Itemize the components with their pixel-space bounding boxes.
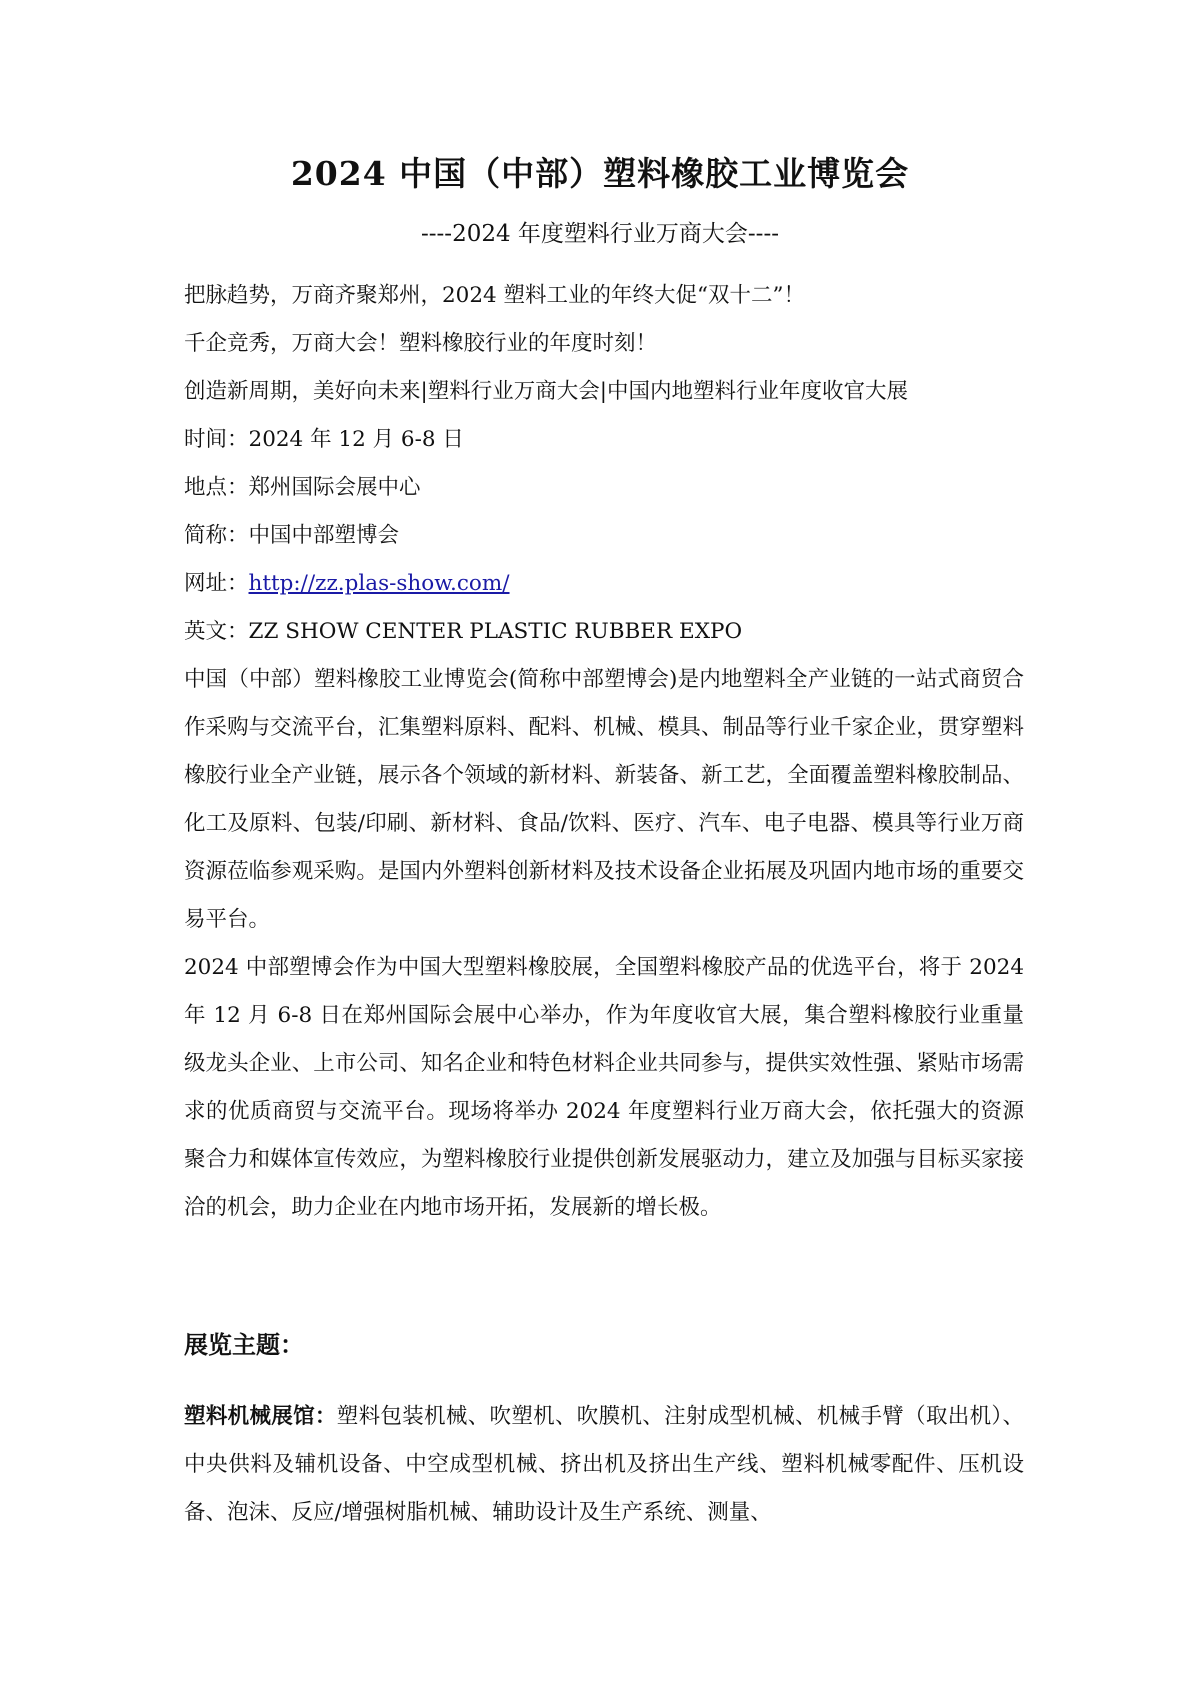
info-short-name [184,512,1024,560]
short-name-label: 简称： [184,523,249,548]
time-label: 时间： [184,427,249,452]
intro-line-1: 把脉趋势，万商齐聚郑州，2024 塑料工业的年终大促“双十二”！ [184,283,806,308]
paragraph-intro: 中国（中部）塑料橡胶工业博览会(简称中部塑博会)是内地塑料全产业链的一站式商贸合作采购与交流平台，汇集塑料原料、配料、机械、模具、制品等行业千家企业，贯穿塑料橡胶行业全产业链，展示各个领域的新材料、新装备、新工艺，全面覆盖塑料橡胶制品、化工及原料、包装/印刷、新材料、食品/饮料、医疗、汽车、电子电器、模具等行业万商资源莅临参观采购。是国内外塑料创新材料及技术设备企业拓展及巩固内地市场的重要交易平台。 [184,667,1024,932]
short-name-value: 中国中部塑博会 [248,523,400,548]
machinery-hall-paragraph [184,1393,1024,1537]
location-label: 地点： [184,475,249,500]
document-body [184,272,1024,1232]
section-title-exhibition-themes: 展览主题： [184,1330,304,1359]
document-title: 2024 中国（中部）塑料橡胶工业博览会 [290,154,910,193]
paragraph-event: 2024 中部塑博会作为中国大型塑料橡胶展，全国塑料橡胶产品的优选平台，将于 2024 年 12 月 6-8 日在郑州国际会展中心举办，作为年度收官大展，集合塑料橡胶行业重量级龙头企业、上市公司、知名企业和特色材料企业共同参与，提供实效性强、紧贴市场需求的优质商贸与交流平台。现场将举办 2024 年度塑料行业万商大会，依托强大的资源聚合力和媒体宣传效应，为塑料橡胶行业提供创新发展驱动力，建立及加强与目标买家接洽的机会，助力企业在内地市场开拓，发展新的增长极。 [184,955,1024,1220]
info-english [184,608,1024,656]
intro-line-2: 千企竞秀，万商大会！塑料橡胶行业的年度时刻！ [184,331,658,356]
info-time [184,416,1024,464]
website-label: 网址： [184,571,249,596]
machinery-hall-label: 塑料机械展馆： [184,1404,337,1429]
website-link[interactable]: http://zz.plas-show.com/ [248,571,510,596]
document-subtitle: ----2024 年度塑料行业万商大会---- [420,221,780,247]
english-value: ZZ SHOW CENTER PLASTIC RUBBER EXPO [248,619,743,644]
machinery-hall-text: 塑料包装机械、吹塑机、吹膜机、注射成型机械、机械手臂（取出机）、中央供料及辅机设备、中空成型机械、挤出机及挤出生产线、塑料机械零配件、压机设备、泡沫、反应/增强树脂机械、辅助设计及生产系统、测量、 [184,1404,1024,1525]
time-value: 2024 年 12 月 6-8 日 [248,427,464,452]
intro-line-3: 创造新周期，美好向未来|塑料行业万商大会|中国内地塑料行业年度收官大展 [184,379,908,404]
location-value: 郑州国际会展中心 [248,475,421,500]
info-location [184,464,1024,512]
info-website [184,560,1024,608]
english-label: 英文： [184,619,249,644]
